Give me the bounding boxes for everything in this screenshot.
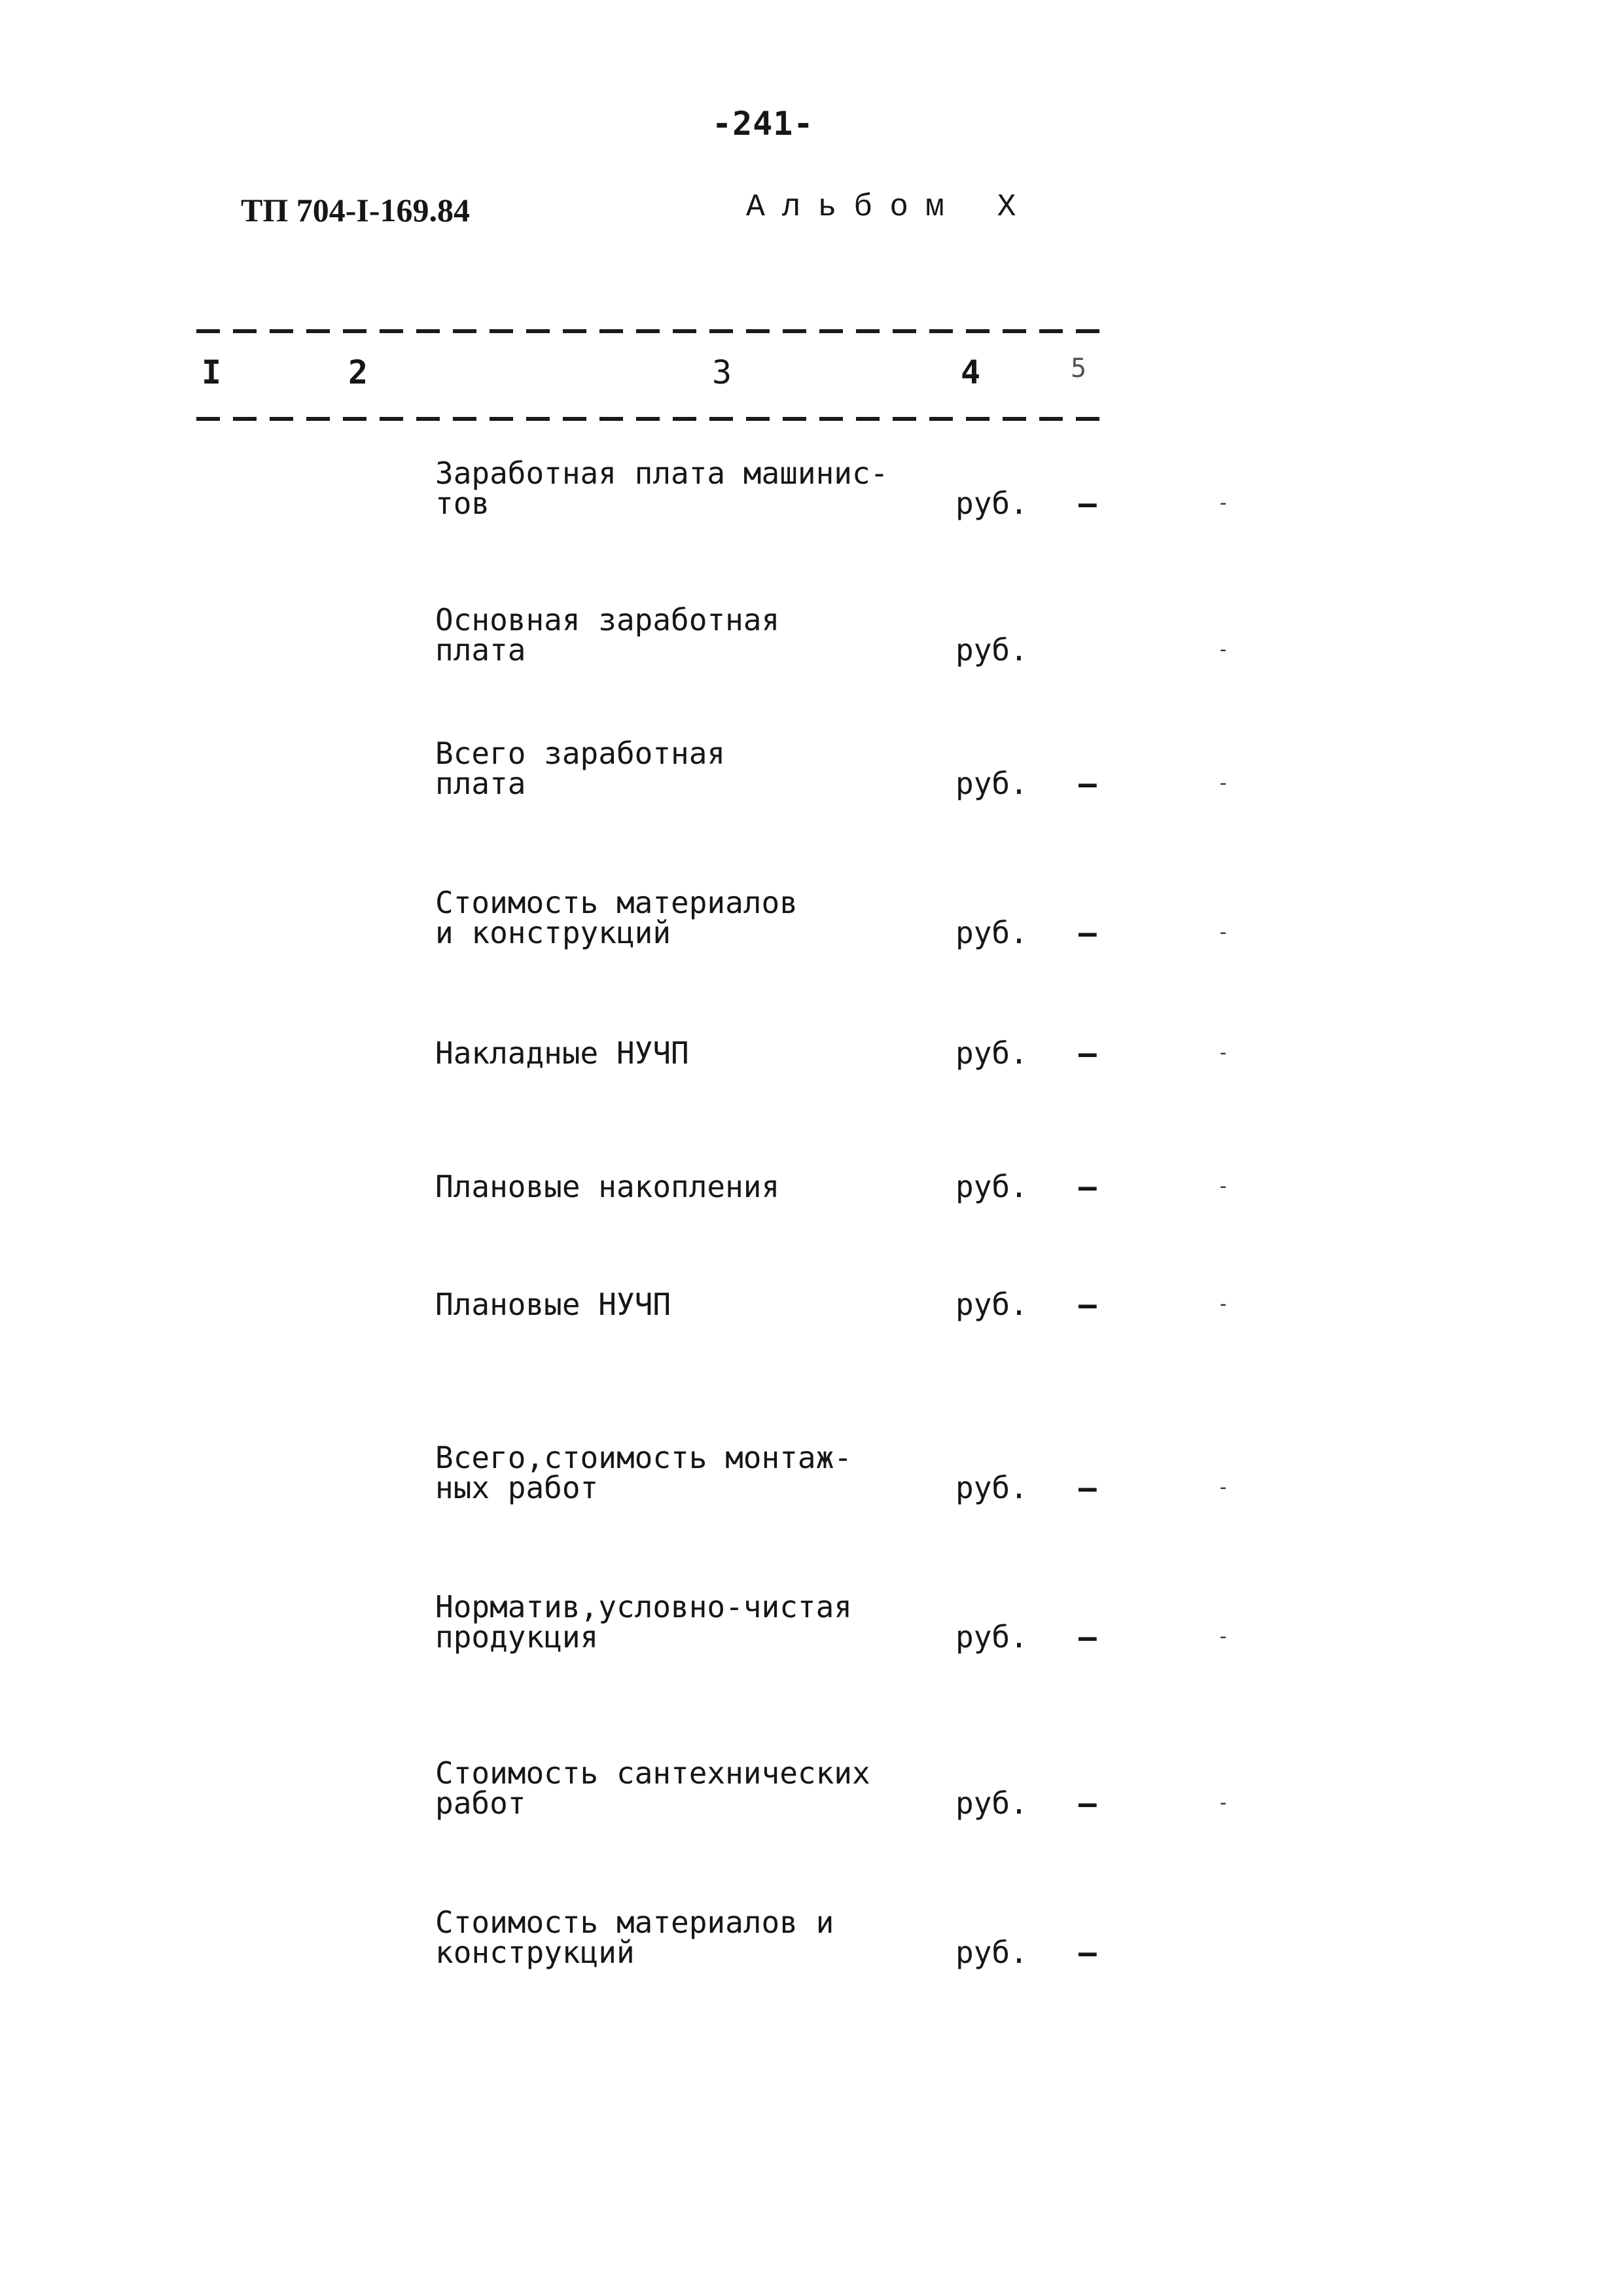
item-value-col4: – bbox=[1079, 1035, 1097, 1071]
page-number: -241- bbox=[712, 105, 814, 143]
table-header-bottom-rule bbox=[196, 417, 1099, 421]
table-row bbox=[0, 602, 1623, 668]
table-row bbox=[0, 1755, 1623, 1821]
item-value-col5: - bbox=[1217, 1791, 1230, 1814]
item-value-col5: - bbox=[1217, 1041, 1230, 1064]
item-unit: руб. bbox=[955, 1619, 1028, 1655]
item-unit: руб. bbox=[955, 1169, 1028, 1204]
table-row bbox=[0, 1905, 1623, 1970]
item-name: Плановые НУЧП bbox=[435, 1287, 671, 1322]
item-value-col4: – bbox=[1079, 1169, 1097, 1204]
item-name: Плановые накопления bbox=[435, 1169, 780, 1204]
item-value-col5: - bbox=[1217, 492, 1230, 514]
column-number-4: 4 bbox=[961, 353, 981, 391]
table-row bbox=[0, 1440, 1623, 1505]
item-value-col4: – bbox=[1079, 766, 1097, 801]
item-name: Стоимость сантехнических работ bbox=[435, 1755, 870, 1821]
item-name: Стоимость материалов и конструкций bbox=[435, 1905, 834, 1970]
item-unit: руб. bbox=[955, 1035, 1028, 1071]
column-number-1: I bbox=[202, 353, 222, 391]
table-row bbox=[0, 456, 1623, 521]
column-number-2: 2 bbox=[348, 353, 368, 391]
item-value-col5: - bbox=[1217, 1175, 1230, 1198]
column-number-5: 5 bbox=[1071, 353, 1087, 384]
item-value-col4: – bbox=[1079, 1785, 1097, 1821]
item-value-col4: – bbox=[1079, 1470, 1097, 1505]
item-value-col5: - bbox=[1217, 772, 1230, 795]
item-value-col5: - bbox=[1217, 638, 1230, 661]
item-unit: руб. bbox=[955, 632, 1028, 668]
item-name: Всего,стоимость монтаж- ных работ bbox=[435, 1440, 852, 1505]
item-unit: руб. bbox=[955, 486, 1028, 521]
table-row bbox=[0, 1589, 1623, 1655]
item-name: Стоимость материалов и конструкций bbox=[435, 885, 798, 950]
item-unit: руб. bbox=[955, 915, 1028, 950]
item-value-col4: – bbox=[1079, 1935, 1097, 1970]
item-value-col5: - bbox=[1217, 1293, 1230, 1316]
table-row bbox=[0, 736, 1623, 801]
item-name: Норматив,условно-чистая продукция bbox=[435, 1589, 852, 1655]
table-row bbox=[0, 1035, 1623, 1071]
item-value-col5: - bbox=[1217, 1476, 1230, 1499]
table-row bbox=[0, 885, 1623, 950]
item-unit: руб. bbox=[955, 1935, 1028, 1970]
item-value-col5: - bbox=[1217, 1625, 1230, 1648]
item-value-col4: – bbox=[1079, 915, 1097, 950]
column-number-3: 3 bbox=[712, 353, 732, 391]
item-value-col4: – bbox=[1079, 1619, 1097, 1655]
table-row bbox=[0, 1287, 1623, 1322]
item-value-col4: – bbox=[1079, 1287, 1097, 1322]
item-unit: руб. bbox=[955, 766, 1028, 801]
item-name: Заработная плата машинис- тов bbox=[435, 456, 889, 521]
item-value-col5: - bbox=[1217, 921, 1230, 944]
item-unit: руб. bbox=[955, 1287, 1028, 1322]
document-code: ТП 704-I-169.84 bbox=[241, 192, 470, 228]
item-unit: руб. bbox=[955, 1785, 1028, 1821]
table-row bbox=[0, 1169, 1623, 1204]
item-name: Основная заработная плата bbox=[435, 602, 780, 668]
album-label: Альбом X bbox=[746, 190, 1033, 225]
item-name: Накладные НУЧП bbox=[435, 1035, 689, 1071]
item-unit: руб. bbox=[955, 1470, 1028, 1505]
item-value-col4: – bbox=[1079, 486, 1097, 521]
item-name: Всего заработная плата bbox=[435, 736, 726, 801]
table-top-rule bbox=[196, 329, 1099, 333]
